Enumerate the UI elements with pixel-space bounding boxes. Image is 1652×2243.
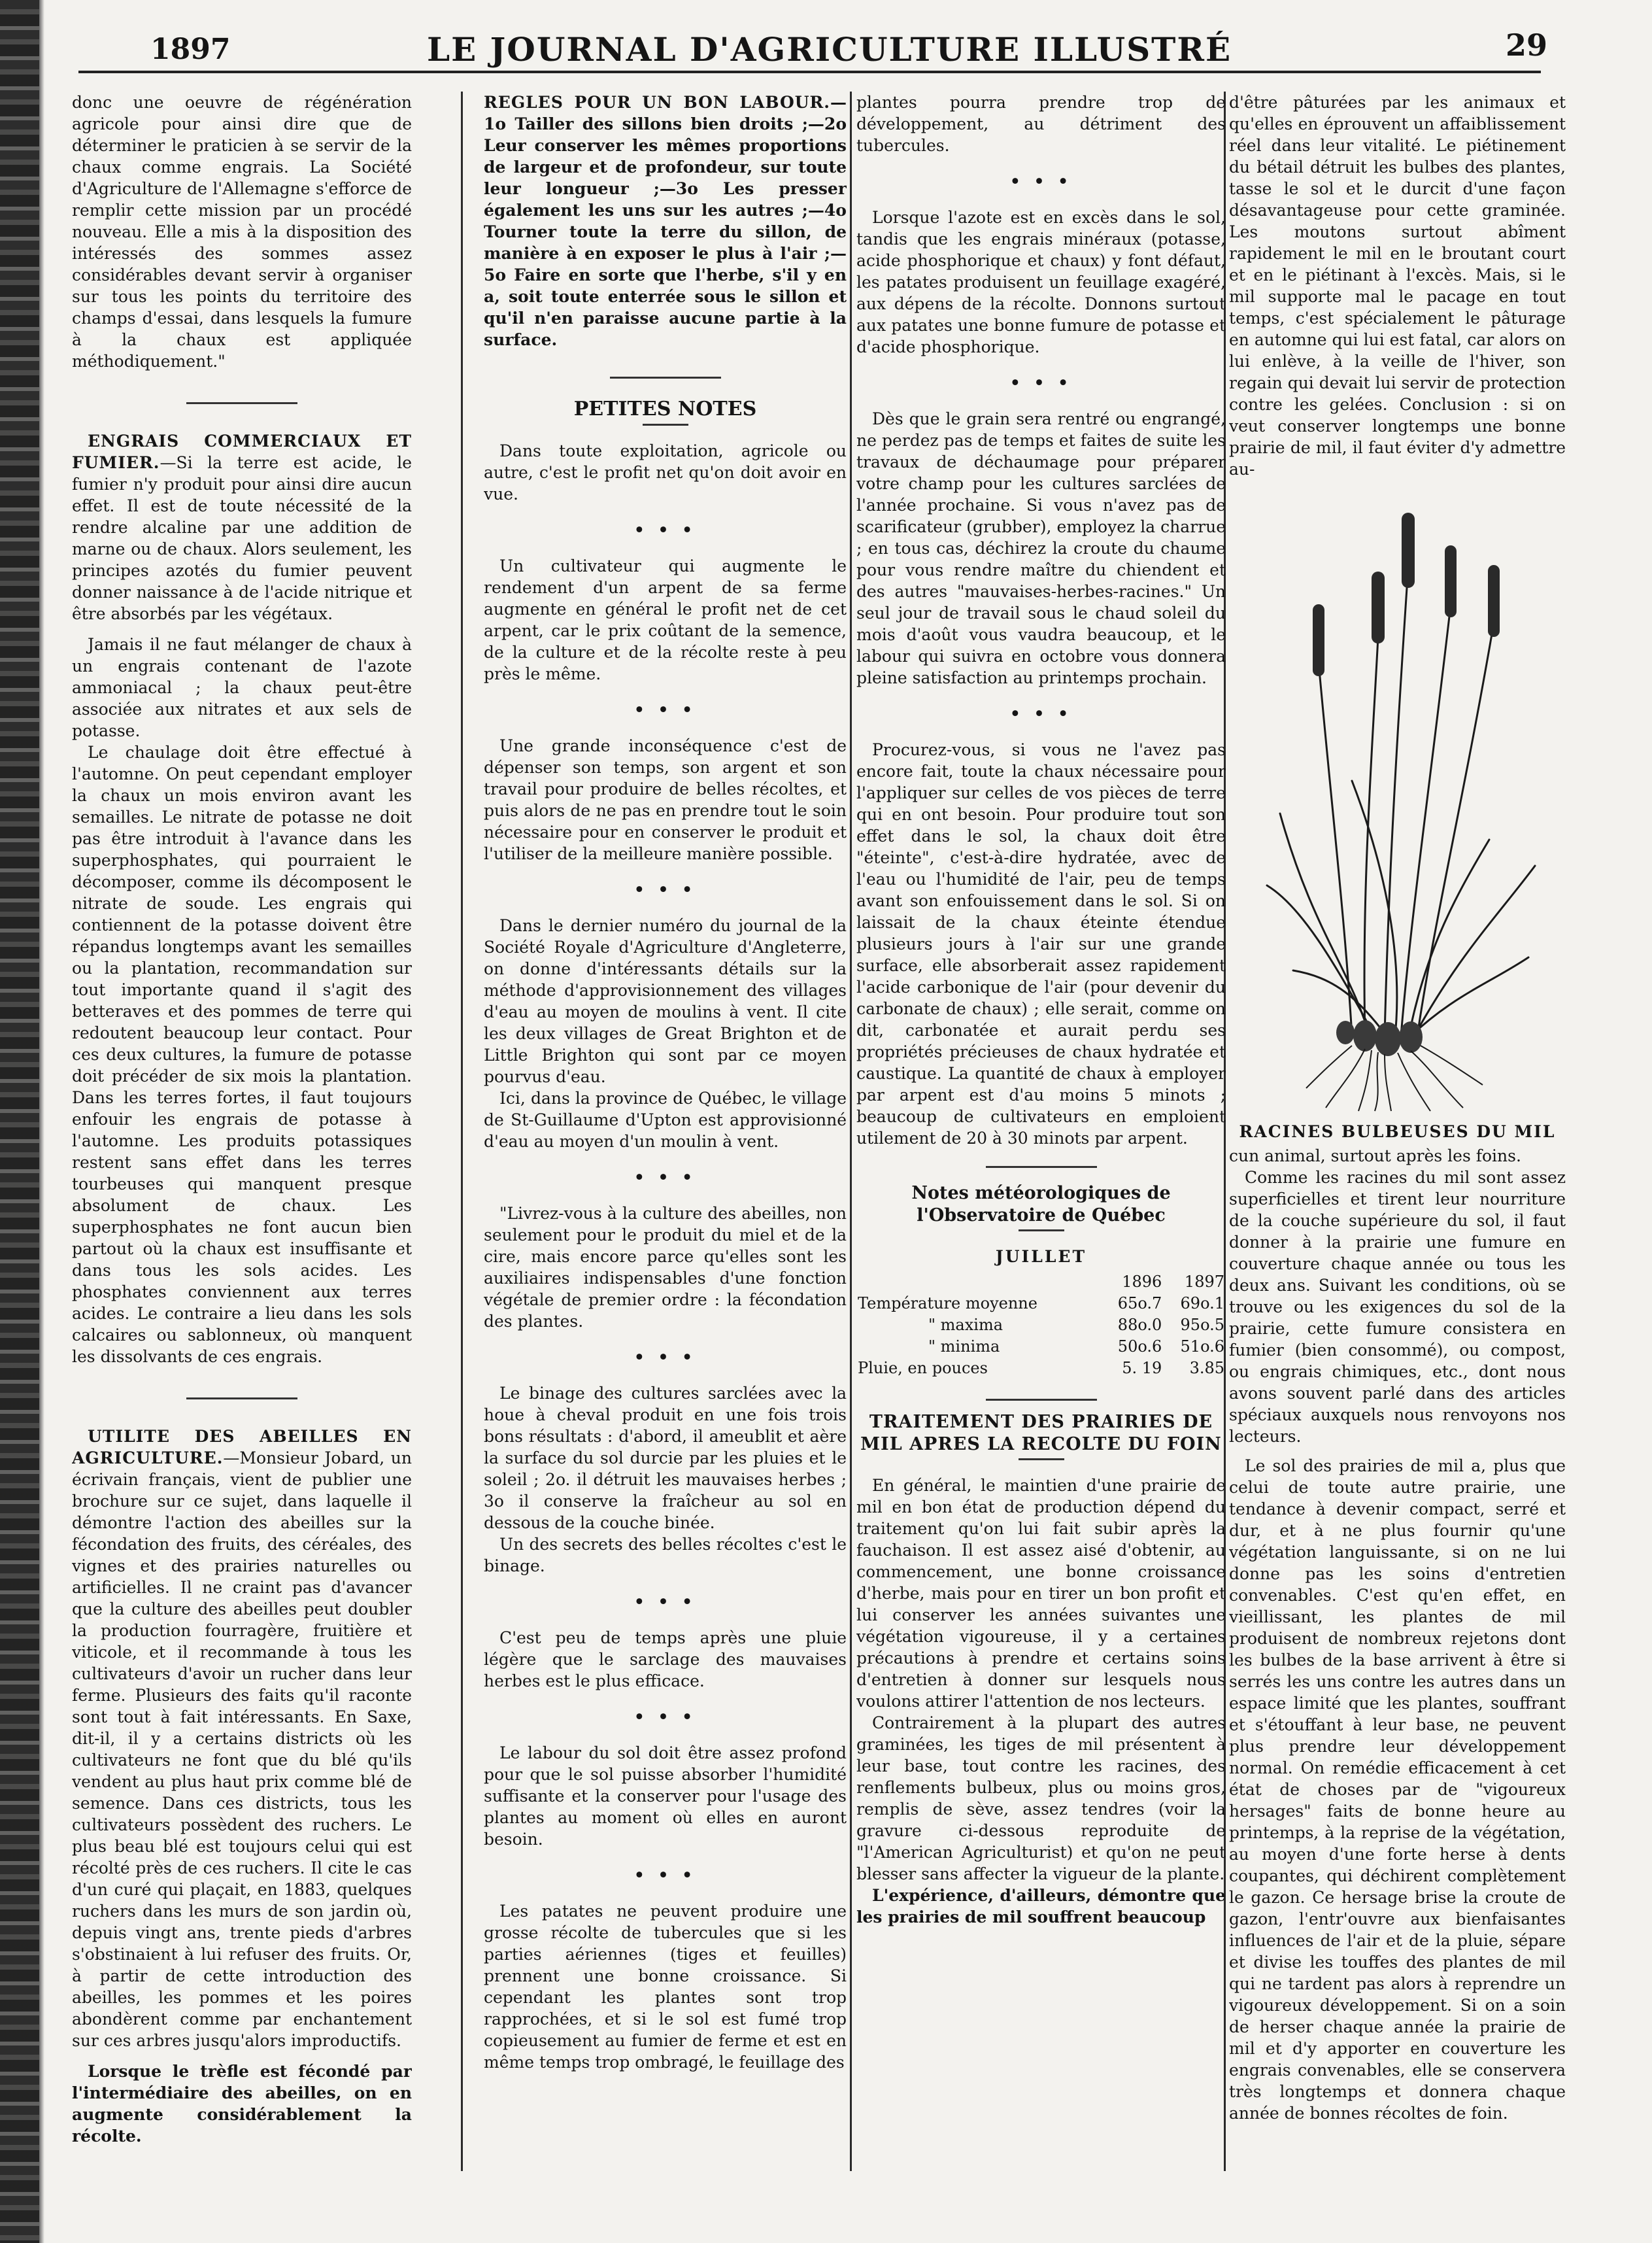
cell-1897: 69o.1 — [1180, 1294, 1224, 1312]
article-paragraph: d'être pâturées par les animaux et qu'elles en éprouvent un affaiblissement réel dans leur vitalité. Le piétinement du bétail détruit les bulbes des plantes, tasse le sol et le durcit d'une façon désavantageuse pour cette graminée. Les moutons surtout abîment rapidement le mil en le broutant court et en le piétinant à l'excès. Mais, si le mil supporte mal le pacage en tout temps, c'est spécialement le pâturage en automne qui lui est fatal, car alors on lui enlève, à la veille de l'hiver, son regain qui devait lui servir de protection contre les gelées. Conclusion : si on veut conserver longtemps une bonne prairie de mil, il faut éviter d'y admettre au- — [1229, 93, 1566, 479]
note-paragraph: Ici, dans la province de Québec, le village de St-Guillaume d'Upton est approvisionné d'eau au moyen d'un moulin à vent. — [484, 1089, 847, 1151]
binding-spine — [0, 0, 39, 2243]
section-separator — [186, 1397, 297, 1399]
note-paragraph: Dans toute exploitation, agricole ou autre, c'est le profit net qu'on doit avoir en vue. — [484, 441, 847, 504]
header-year: 1897 — [150, 33, 231, 66]
article-paragraph: cun animal, surtout après les foins. — [1229, 1146, 1521, 1165]
binding-shadow — [39, 0, 44, 2243]
row-label: " maxima — [928, 1316, 1003, 1334]
year-header: 1896 — [1122, 1273, 1162, 1291]
row-label: " minima — [928, 1337, 1000, 1356]
article-paragraph: Lorsque le trèfle est fécondé par l'intermédiaire des abeilles, on en augmente considérablement la récolte. — [72, 2062, 412, 2146]
article-heading: UTILITE DES ABEILLES EN AGRICULTURE. — [72, 1427, 412, 1467]
note-paragraph: Un cultivateur qui augmente le rendement d'un arpent de sa ferme augmente en général le profit net de cet arpent, car le prix coûtant de la semence, de la culture et de la récolte reste à peu près le même. — [484, 556, 847, 683]
illustration-caption: RACINES BULBEUSES DU MIL — [1239, 1122, 1556, 1141]
note-separator: • • • — [1009, 704, 1073, 723]
note-paragraph: Une grande inconséquence c'est de dépenser son temps, son argent et son travail pour produire de belles récoltes, et puis alors de ne pas en prendre tout le soin nécessaire pour en conserver le produit et l'utiliser de la meilleure manière possible. — [484, 736, 847, 863]
table-header-row — [856, 1271, 1226, 1293]
article-regles — [484, 92, 847, 351]
note-paragraph: Procurez-vous, si vous ne l'avez pas encore fait, toute la chaux nécessaire pour l'appliquer sur celles de vos pièces de terre qui en ont besoin. Pour produire tout son effet dans le sol, la chaux doit être "éteinte", c'est-à-dire hydratée, avec de l'eau ou l'humidité de l'air, peu de temps avant son enfouissement dans le sol. Si on laissait de la chaux éteinte étendue plusieurs jours à l'air sur une grande surface, elle absorberait assez rapidement l'acide carbonique de l'air (pour devenir du carbonate de chaux) ; elle serait, comme on dit, carbonatée et aurait perdu ses propriétés précieuses de chaux hydratée et caustique. La quantité de chaux à employer par arpent est d'au moins 5 minots ; beaucoup de cultivateurs en emploient utilement de 20 à 30 minots par arpent. — [856, 740, 1226, 1148]
note-paragraph: C'est peu de temps après une pluie légère que le sarclage des mauvaises herbes est le plus efficace. — [484, 1628, 847, 1690]
cell-1896: 50o.6 — [1117, 1337, 1162, 1356]
article-heading: ENGRAIS COMMERCIAUX ET FUMIER. — [72, 432, 412, 472]
cell-1897: 95o.5 — [1180, 1316, 1224, 1334]
cell-1896: 5. 19 — [1122, 1359, 1162, 1377]
title-rule — [1019, 1229, 1064, 1231]
article-paragraph: donc une oeuvre de régénération agricole pour ainsi dire que de déterminer le praticien à se servir de la chaux comme engrais. La Société d'Agriculture de l'Allemagne s'efforce de remplir cette mission par un procédé nouveau. Elle a mis à la disposition des intéressés des sommes assez considérables devant servir à organiser sur tous les points du territoire des champs d'essai, dans lesquels la fumure à la chaux est appliquée méthodiquement." — [72, 93, 412, 371]
article-paragraph: Le sol des prairies de mil a, plus que celui de toute autre prairie, une tendance à devenir compact, serré et dur, et à ne plus fournir qu'une végétation languissante, si on ne lui donne pas les soins d'entretien convenables. C'est qu'en effet, en vieillissant, les plantes de mil produisent de nombreux rejetons dont les bulbes de la base arrivent à être si serrés les uns contre les autres dans un espace limité que les plantes, souffrant et s'étouffant à leur base, ne peuvent plus prendre leur développement normal. On remédie efficacement à cet état de choses par de "vigoureux hersages" faits de bonne heure au printemps, à la reprise de la végétation, au moyen d'une forte herse à dents coupantes, qui déchirent complètement le gazon. Ce hersage brise la croute de gazon, l'entr'ouvre aux bienfaisantes influences de l'air et de la pluie, sépare et divise les touffes des plantes de mil qui ne tardent pas alors à reprendre un vigoureux développement. Si on a soin de herser chaque année la prairie de mil et d'y apporter en couverture les engrais convenables, elle se conservera très longtemps et donnera chaque année de bonnes récoltes de foin. — [1229, 1456, 1566, 2123]
table-row — [856, 1336, 1226, 1358]
note-paragraph: Les patates ne peuvent produire une grosse récolte de tubercules que si les parties aériennes (tiges et feuilles) prennent une bonne croissance. Si cependant les plantes sont trop rapprochées, et si le sol est fumé trop copieusement au fumier de ferme et est en même temps trop ombragé, le feuillage des — [484, 1902, 847, 2072]
journal-title: LE JOURNAL D'AGRICULTURE ILLUSTRÉ — [426, 30, 1232, 69]
table-row — [856, 1314, 1226, 1336]
note-separator: • • • — [633, 1348, 697, 1367]
note-separator: • • • — [633, 700, 697, 719]
cell-1897: 3.85 — [1189, 1359, 1224, 1377]
section-separator — [186, 402, 297, 404]
article-text: —1o Tailler des sillons bien droits ;—2o Leur conserver les mêmes proportions de largeur et de profondeur, sur toute leur longueur ;—3o Les presser également les uns sur les autres ;—4o Tourner toute la terre du sillon, de manière à en exposer le plus à l'air ;—5o Faire en sorte que l'herbe, s'il y en a, soit toute enterrée sous le sillon et qu'il n'en paraisse aucune partie à la surface. — [484, 93, 847, 349]
column-2 — [484, 92, 847, 2151]
note-paragraph: Le labour du sol doit être assez profond pour que le sol puisse absorber l'humidité suffisante et la conserver pour l'usage des plantes au moment où elles en auront besoin. — [484, 1743, 847, 1849]
section-separator — [986, 1166, 1097, 1168]
column-3 — [856, 92, 1226, 2151]
note-separator: • • • — [633, 1866, 697, 1885]
article-text: —Si la terre est acide, le fumier n'y produit pour ainsi dire aucun effet. Il est de toute nécessité de la rendre alcaline par une addition de marne ou de chaux. Alors seulement, les principes azotés du fumier peuvent donner naissance à de l'acide nitrique et être absorbés par les végétaux. — [72, 453, 412, 623]
note-separator: • • • — [633, 521, 697, 539]
note-paragraph: Dans le dernier numéro du journal de la Société Royale d'Agriculture d'Angleterre, on donne d'intéressants détails sur la méthode d'approvisionnement des villages d'eau au moyen de moulins à vent. Il cite les deux villages de Great Brighton et de Little Brighton qui sont par ce moyen pourvus d'eau. — [484, 916, 847, 1086]
note-separator: • • • — [1009, 373, 1073, 392]
article-abeilles — [72, 1426, 412, 2051]
table-row — [856, 1293, 1226, 1314]
table-row — [856, 1358, 1226, 1379]
note-separator: • • • — [1009, 172, 1073, 191]
note-separator: • • • — [633, 1592, 697, 1611]
cell-1896: 88o.0 — [1117, 1316, 1162, 1334]
column-1 — [72, 92, 412, 2151]
meteo-month: JUILLET — [995, 1247, 1087, 1266]
note-paragraph: plantes pourra prendre trop de développement, au détriment des tubercules. — [856, 93, 1226, 155]
cell-1897: 51o.6 — [1180, 1337, 1224, 1356]
title-rule — [1019, 1458, 1064, 1460]
note-paragraph: Lorsque l'azote est en excès dans le sol, tandis que les engrais minéraux (potasse, acide phosphorique et chaux) y font défaut, les patates produisent un feuillage exagéré, aux dépens de la récolte. Donnons surtout aux patates une bonne fumure de potasse et d'acide phosphorique. — [856, 208, 1226, 356]
note-paragraph: Un des secrets des belles récoltes c'est le binage. — [484, 1535, 847, 1575]
column-divider — [461, 92, 463, 2171]
note-paragraph: "Livrez-vous à la culture des abeilles, non seulement pour le produit du miel et de la cire, mais encore parce qu'elles sont les auxiliaires indispensables d'une fonction végétale de premier ordre : la fécondation des plantes. — [484, 1204, 847, 1331]
column-divider — [850, 92, 852, 2171]
meteo-table — [856, 1271, 1226, 1379]
article-paragraph: L'expérience, d'ailleurs, démontre que les prairies de mil souffrent beaucoup — [856, 1886, 1226, 1926]
article-paragraph: Le chaulage doit être effectué à l'automne. On peut cependant employer la chaux un mois environ avant les semailles. Le nitrate de potasse ne doit pas être introduit à l'avance dans les superphosphates, qui pourraient le décomposer, comme ils décomposent le nitrate de soude. Les engrais qui contiennent de la potasse doivent être répandus longtemps avant les semailles ou la plantation, recommandation sur tout importante quand il s'agit des betteraves et des pommes de terre qui redoutent beaucoup leur contact. Pour ces deux cultures, la fumure de potasse doit précéder de six mois la plantation. Dans les terres fortes, il faut toujours enfouir les engrais de potasse à l'automne. Les produits potassiques restent sans effet dans les terres tourbeuses qui manquent presque absolument de chaux. Les superphosphates ne font aucun bien partout où la chaux est insuffisante et dans tous les sols acides. Les phosphates conviennent aux terres acides. Le contraire a lieu dans les sols calcaires ou sablonneux, où manquent les dissolvants de ces engrais. — [72, 743, 412, 1366]
meteo-title: Notes météorologiques de l'Observatoire de Québec — [911, 1183, 1171, 1225]
section-separator — [610, 377, 721, 379]
note-paragraph: Dès que le grain sera rentré ou engrangé, ne perdez pas de temps et faites de suite les travaux de déchaumage pour préparer votre champ pour les cultures sarclées de l'année prochaine. Si vous n'avez pas de scarificateur (grubber), employez la charrue ; en tous cas, déchirez la croute du chaume pour vous rendre maître du chiendent et des autres "mauvaises-herbes-racines." Un seul jour de travail sous le chaud soleil du mois d'août vous vaudra beaucoup, et le labour qui suivra en octobre vous donnera pleine satisfaction au printemps prochain. — [856, 409, 1226, 687]
row-label: Pluie, en pouces — [858, 1359, 988, 1377]
note-separator: • • • — [633, 880, 697, 899]
page-header — [137, 27, 1547, 69]
page-number: 29 — [1505, 27, 1547, 63]
article-paragraph: Jamais il ne faut mélanger de chaux à un engrais contenant de l'azote ammoniacal ; la chaux peut-être associée aux nitrates et aux sels de potasse. — [72, 635, 412, 740]
cell-1896: 65o.7 — [1117, 1294, 1162, 1312]
column-4 — [1229, 92, 1566, 2151]
title-rule — [643, 424, 688, 426]
section-separator — [986, 1399, 1097, 1401]
article-heading: REGLES POUR UN BON LABOUR. — [484, 93, 830, 112]
header-rule — [78, 71, 1541, 73]
note-separator: • • • — [633, 1168, 697, 1187]
article-text: —Monsieur Jobard, un écrivain français, vient de publier une brochure sur ce sujet, dans laquelle il démontre l'action des abeilles sur la fécondation des fruits, des céréales, des vignes et des prairies naturelles ou artificielles. Il ne craint pas d'avancer que la culture des abeilles peut doubler la production fourragère, fruitière et viticole, et il recommande à tous les cultivateurs d'avoir un rucher dans leur ferme. Plusieurs des faits qu'il raconte sont tout à fait intéressants. En Saxe, dit-il, il y a certains districts où les cultivateurs ne font que du blé qu'ils vendent au plus haut prix comme blé de semence. Dans ces districts, tous les cultivateurs possèdent des ruchers. Le plus beau blé est toujours celui qui est récolté près de ces ruchers. Il cite le cas d'un curé qui plaçait, en 1883, quelques ruchers dans les murs de son jardin où, depuis vingt ans, trente pieds d'arbres s'obstinaient à lui refuser des fruits. Or, à partir de cette introduction des abeilles, les pommes et les poires abondèrent comme par enchantement sur ces arbres jusqu'alors improductifs. — [72, 1448, 412, 2050]
article-paragraph: Comme les racines du mil sont assez superficielles et tirent leur nourriture de la couche supérieure du sol, il faut donner à la prairie une fumure en couverture chaque année ou tous les deux ans. Suivant les conditions, où se trouve ou les exigences du sol de la prairie, cette fumure consistera en fumier (bien consommé), ou compost, ou engrais chimiques, etc., dont nous avons souvent parlé dans des articles spéciaux auxquels nous renvoyons nos lecteurs. — [1229, 1168, 1566, 1446]
year-header: 1897 — [1184, 1273, 1224, 1291]
section-title: PETITES NOTES — [573, 398, 757, 420]
note-paragraph: Le binage des cultures sarclées avec la houe à cheval produit en une fois trois bons résultats : d'abord, il ameublit et aère la surface du sol durcie par les pluies et le soleil ; 2o. il détruit les mauvaises herbes ; 3o il conserve la fraîcheur au sol en dessous de la couche binée. — [484, 1384, 847, 1532]
row-label: Température moyenne — [858, 1294, 1037, 1312]
article-title: TRAITEMENT DES PRAIRIES DE MIL APRES LA RECOLTE DU FOIN — [860, 1412, 1222, 1454]
article-paragraph: En général, le maintien d'une prairie de mil en bon état de production dépend du traitement qu'on lui fait subir après la fauchaison. Il est assez aisé d'obtenir, au commencement, une bonne croissance d'herbe, mais pour en tirer un bon profit et lui conserver les années suivantes une végétation vigoureuse, il y a certaines précautions à prendre et certains soins d'entretien à donner sur lesquels nous voulons attirer l'attention de nos lecteurs. — [856, 1476, 1226, 1711]
note-separator: • • • — [633, 1707, 697, 1726]
article-engrais — [72, 430, 412, 625]
article-paragraph: Contrairement à la plupart des autres graminées, les tiges de mil présentent à leur base, tout contre les racines, des renflements bulbeux, plus ou moins gros, remplis de sève, assez tendres (voir la gravure ci-dessous reproduite de "l'American Agriculturist) et qu'on ne peut blesser sans affecter la vigueur de la plante. — [856, 1713, 1226, 1883]
timothy-grass-illustration — [1254, 500, 1542, 1114]
